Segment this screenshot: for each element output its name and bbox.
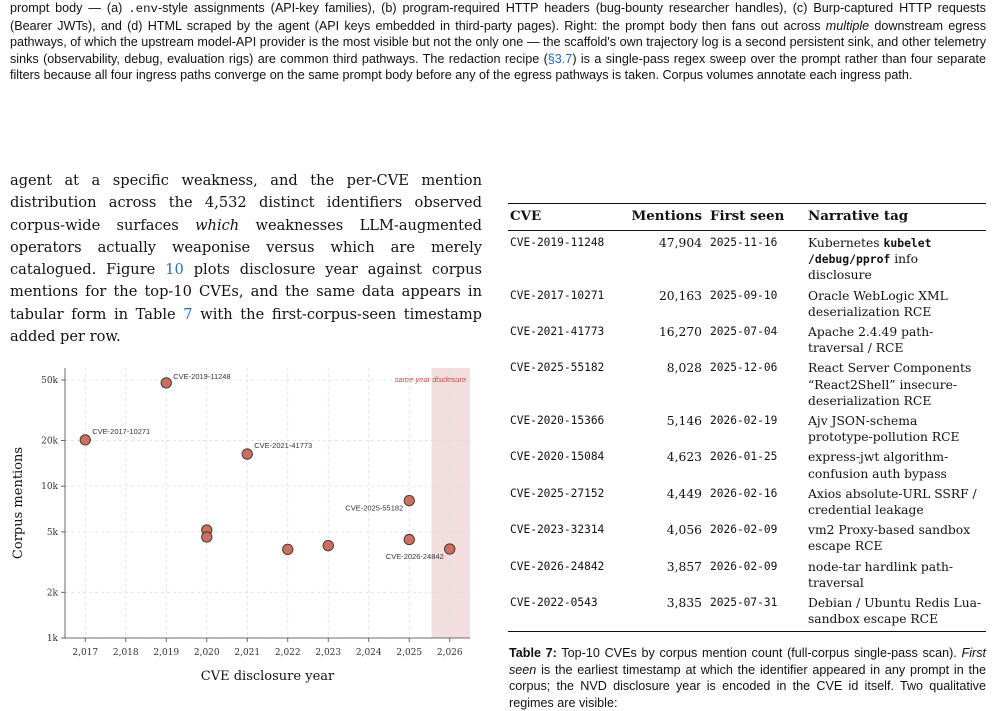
data-point (80, 435, 90, 445)
cell-first-seen: 2026-02-09 (710, 559, 778, 573)
x-tick-label: 2,022 (274, 648, 301, 658)
point-label: CVE-2026-24842 (385, 551, 444, 561)
cell-narrative-tag: node-tar hardlink path-traversal (808, 559, 954, 590)
table-row (508, 284, 986, 320)
x-tick-label: 2,017 (72, 648, 99, 658)
cell-first-seen: 2025-07-31 (704, 591, 802, 632)
cell-cve: CVE-2019-11248 (510, 236, 605, 249)
x-tick-label: 2,019 (153, 648, 180, 658)
table-row (508, 231, 986, 284)
cell-first-seen: 2025-09-10 (710, 288, 778, 302)
cell-first-seen: 2026-02-19 (710, 414, 778, 428)
env-code: .env (128, 2, 158, 16)
y-tick-label: 1k (46, 634, 58, 644)
cell-mentions: 4,449 (666, 486, 702, 501)
cell-cve: CVE-2020-15084 (510, 450, 605, 464)
header-first-seen: First seen (704, 204, 802, 231)
table-row (508, 591, 986, 632)
cell-cve: CVE-2023-32314 (510, 523, 605, 537)
data-point (404, 534, 414, 544)
cell-first-seen: 2026-01-25 (710, 450, 778, 464)
cve-table (508, 203, 986, 632)
x-tick-label: 2,023 (315, 648, 342, 658)
cell-narrative-tag: React Server Components “React2Shell” insecure-deserialization RCE (808, 361, 972, 408)
cve-scatter-chart (8, 362, 484, 702)
cell-mentions: 16,270 (658, 325, 702, 340)
data-point (404, 495, 414, 505)
cell-cve: CVE-2017-10271 (510, 288, 605, 302)
data-point (323, 540, 333, 550)
table-caption: Table 7: Top-10 CVEs by corpus mention count (full-corpus single-pass scan). First seen is the earliest timestamp at which the identifier appeared in any prompt in the corpus; the NVD disclosure year is encoded in the CVE id itself. Two qualitative regimes are visible: (509, 646, 986, 710)
section-ref-link[interactable]: §3.7 (547, 51, 573, 66)
table-header-row (508, 204, 986, 231)
data-point (445, 544, 455, 554)
cell-narrative-tag: Apache 2.4.49 path-traversal / RCE (808, 325, 934, 356)
table-row (508, 482, 986, 518)
cell-narrative-tag: express-jwt algorithm-confusion auth bypass (808, 450, 949, 481)
body-paragraph: agent at a specific weakness, and the per-CVE mention distribution across the 4,532 distinct identifiers observed corpus-wide surfaces which weaknesses LLM-augmented operators actually weaponise versus which are merely catalogued. Figure 10 plots disclosure year against corpus mentions for the top-10 CVEs, and the same data appears in tabular form in Table 7 with the first-corpus-seen timestamp added per row. (10, 172, 482, 346)
x-axis-label: CVE disclosure year (200, 669, 335, 684)
table-row (508, 409, 986, 445)
cell-narrative-tag: Debian / Ubuntu Redis Lua-sandbox escape RCE (802, 591, 986, 632)
data-point (242, 449, 252, 459)
cell-narrative-tag: Kubernetes kubelet /debug/pprof info disclosure (808, 236, 932, 283)
x-tick-label: 2,025 (396, 648, 423, 658)
cell-narrative-tag: Ajv JSON-schema prototype-pollution RCE (808, 414, 960, 445)
cell-first-seen: 2025-12-06 (710, 361, 778, 375)
same-year-band (432, 368, 470, 638)
table-row (508, 320, 986, 356)
cell-narrative-tag: Oracle WebLogic XML deserialization RCE (808, 288, 948, 319)
figure-ref-link[interactable]: 10 (165, 261, 184, 279)
cell-cve: CVE-2022-0543 (508, 591, 624, 632)
y-axis-label: Corpus mentions (11, 446, 26, 560)
cell-first-seen: 2025-07-04 (710, 325, 778, 339)
cell-mentions: 8,028 (666, 361, 702, 376)
cell-mentions: 4,056 (666, 523, 702, 538)
band-label: same-year disclosure (394, 375, 466, 384)
cell-cve: CVE-2026-24842 (510, 559, 605, 573)
figure-caption: prompt body — (a) .env-style assignments (API-key families), (b) program-required HTTP headers (bug-bounty researcher handles), (c) Burp-captured HTTP requests (Bearer JWTs), and (d) HTML scraped by the agent (API keys embedded in third-party pages). Right: the prompt body then fans out across multiple downstream egress pathways, of which the upstream model-API provider is the most visible but not the only one — the scaffold's own trajectory log is a second persistent sink, and other telemetry sinks (observability, debug, evaluation rigs) are common third pathways. The redaction recipe (§3.7) is a single-pass regex sweep over the prompt rather than four separate filters because all four ingress paths converge on the same prompt body before any of the egress pathways is taken. Corpus volumes annotate each ingress path. (10, 1, 986, 83)
header-narrative-tag: Narrative tag (802, 204, 986, 231)
point-label: CVE-2017-10271 (92, 426, 151, 436)
cell-first-seen: 2026-02-16 (710, 486, 778, 500)
y-tick-label: 5k (46, 527, 58, 538)
scatter-plot (8, 362, 484, 702)
cell-narrative-tag: vm2 Proxy-based sandbox escape RCE (808, 523, 971, 554)
header-mentions: Mentions (624, 204, 704, 231)
x-tick-label: 2,024 (355, 648, 382, 658)
table-row (508, 356, 986, 409)
data-point (202, 532, 212, 542)
y-tick-label: 10k (41, 482, 58, 493)
cell-mentions: 4,623 (666, 450, 702, 465)
point-label: CVE-2021-41773 (254, 441, 313, 451)
cell-cve: CVE-2021-41773 (510, 325, 605, 339)
table-row (508, 518, 986, 554)
cell-mentions: 3,835 (624, 591, 704, 632)
y-tick-label: 2k (46, 588, 58, 599)
cell-cve: CVE-2025-55182 (510, 361, 605, 375)
x-tick-label: 2,026 (436, 648, 463, 658)
cell-narrative-tag: Axios absolute-URL SSRF / credential leakage (808, 486, 977, 518)
table-row (508, 445, 986, 481)
cell-mentions: 5,146 (666, 414, 702, 429)
point-label: CVE-2019-11248 (173, 371, 231, 381)
data-point (161, 378, 171, 388)
cve-table-grid (508, 203, 986, 632)
table-row (508, 555, 986, 591)
data-point (283, 544, 293, 554)
point-label: CVE-2025-55182 (345, 503, 404, 513)
table-caption-label: Table 7: (509, 646, 557, 660)
table-ref-link[interactable]: 7 (183, 305, 193, 323)
y-tick-label: 50k (41, 376, 58, 387)
cell-mentions: 3,857 (666, 559, 702, 574)
cell-cve: CVE-2025-27152 (510, 486, 605, 500)
cell-mentions: 20,163 (658, 288, 702, 303)
x-tick-label: 2,020 (193, 648, 220, 658)
x-tick-label: 2,021 (234, 648, 261, 658)
x-tick-label: 2,018 (112, 648, 139, 658)
cell-mentions: 47,904 (658, 236, 702, 250)
header-cve: CVE (508, 204, 624, 231)
cell-first-seen: 2025-11-16 (710, 236, 778, 249)
cell-first-seen: 2026-02-09 (710, 523, 778, 537)
y-tick-label: 20k (41, 436, 58, 447)
cell-cve: CVE-2020-15366 (510, 414, 605, 428)
